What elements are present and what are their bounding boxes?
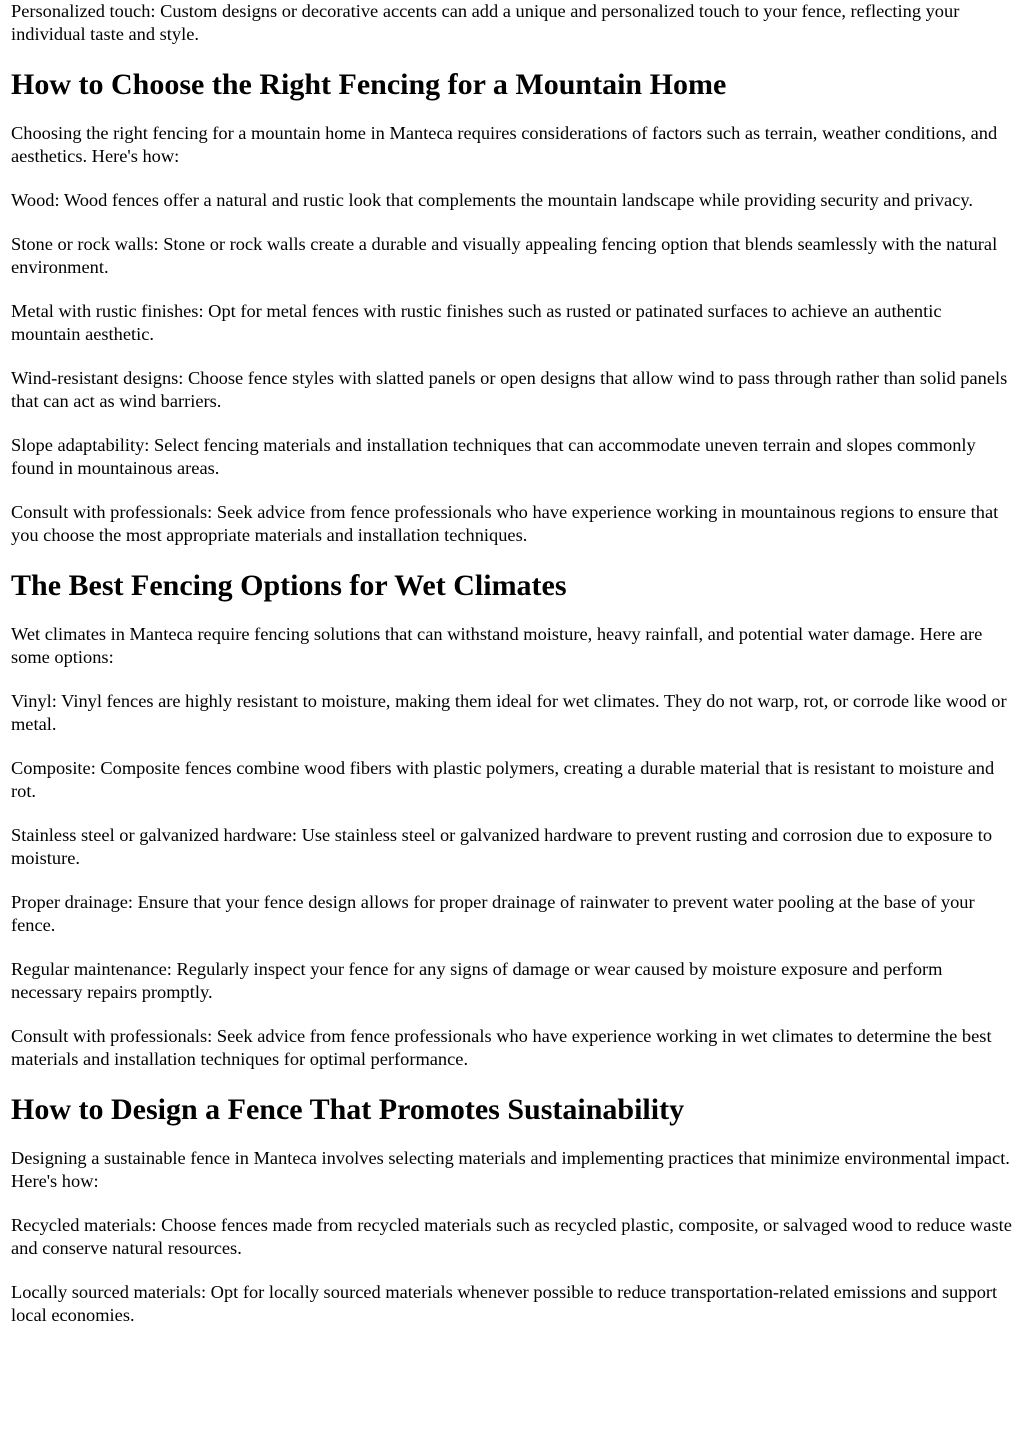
section-heading: How to Design a Fence That Promotes Sustainability: [11, 1093, 685, 1126]
intro-paragraph: Personalized touch: Custom designs or decorative accents can add a unique and personalized touch to your fence, reflecting your individual taste and style.: [11, 1, 960, 44]
paragraph: Wet climates in Manteca require fencing solutions that can withstand moisture, heavy rainfall, and potential water damage. Here are some options:: [11, 624, 983, 667]
paragraph: Choosing the right fencing for a mountain home in Manteca requires considerations of factors such as terrain, weather conditions, and aesthetics. Here's how:: [11, 123, 998, 166]
paragraph: Regular maintenance: Regularly inspect your fence for any signs of damage or wear caused by moisture exposure and perform necessary repairs promptly.: [11, 959, 943, 1002]
paragraph: Wood: Wood fences offer a natural and rustic look that complements the mountain landscape while providing security and privacy.: [11, 190, 973, 210]
paragraph: Wind-resistant designs: Choose fence styles with slatted panels or open designs that allow wind to pass through rather than solid panels that can act as wind barriers.: [11, 368, 1008, 411]
paragraph: Consult with professionals: Seek advice from fence professionals who have experience working in wet climates to determine the best materials and installation techniques for optimal performance.: [11, 1026, 992, 1069]
paragraph: Designing a sustainable fence in Manteca involves selecting materials and implementing practices that minimize environmental impact. Here's how:: [11, 1148, 1010, 1191]
section-wet-climates: [11, 568, 1014, 1071]
section-sustainability: [11, 1092, 1014, 1327]
paragraph: Vinyl: Vinyl fences are highly resistant to moisture, making them ideal for wet climates. They do not warp, rot, or corrode like wood or metal.: [11, 691, 1007, 734]
paragraph: Slope adaptability: Select fencing materials and installation techniques that can accommodate uneven terrain and slopes commonly found in mountainous areas.: [11, 435, 976, 478]
section-mountain-home: [11, 67, 1014, 547]
paragraph: Stone or rock walls: Stone or rock walls create a durable and visually appealing fencing option that blends seamlessly with the natural environment.: [11, 234, 998, 277]
paragraph: Consult with professionals: Seek advice from fence professionals who have experience working in mountainous regions to ensure that you choose the most appropriate materials and installation techniques.: [11, 502, 999, 545]
paragraph: Composite: Composite fences combine wood fibers with plastic polymers, creating a durable material that is resistant to moisture and rot.: [11, 758, 995, 801]
paragraph: Stainless steel or galvanized hardware: Use stainless steel or galvanized hardware to prevent rusting and corrosion due to exposure to moisture.: [11, 825, 993, 868]
paragraph: Recycled materials: Choose fences made from recycled materials such as recycled plastic, composite, or salvaged wood to reduce waste and conserve natural resources.: [11, 1215, 1012, 1258]
section-heading: How to Choose the Right Fencing for a Mountain Home: [11, 68, 727, 101]
paragraph: Locally sourced materials: Opt for locally sourced materials whenever possible to reduce transportation-related emissions and support local economies.: [11, 1282, 998, 1325]
paragraph: Proper drainage: Ensure that your fence design allows for proper drainage of rainwater to prevent water pooling at the base of your fence.: [11, 892, 975, 935]
paragraph: Metal with rustic finishes: Opt for metal fences with rustic finishes such as rusted or patinated surfaces to achieve an authentic mountain aesthetic.: [11, 301, 942, 344]
section-heading: The Best Fencing Options for Wet Climates: [11, 569, 567, 602]
